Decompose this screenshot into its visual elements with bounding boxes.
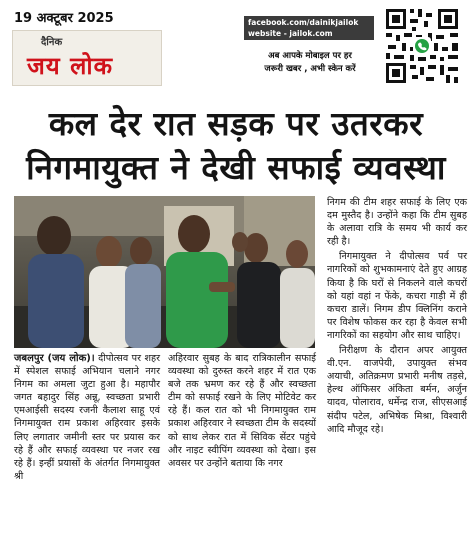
masthead xyxy=(0,0,472,92)
qr-code-icon[interactable] xyxy=(383,6,461,86)
headline-block xyxy=(0,92,472,190)
article-paragraph-3a: निगम की टीम शहर सफाई के लिए एक दम मुस्तैद है। उन्होंने कहा कि टीम सुबह के अलावा रात्रि के समय भी कार्य कर रही है। xyxy=(327,197,467,248)
headline-line2: निगमायुक्त ने देखी सफाई व्यवस्था xyxy=(26,148,446,187)
headline-line1: कल देर रात सड़क पर उतरकर xyxy=(48,104,424,143)
scan-prompt-line2: जरूरी खबर , अभी स्केन करें xyxy=(264,64,356,74)
scan-prompt xyxy=(240,50,380,76)
article-column-2 xyxy=(168,352,316,470)
article-column-1 xyxy=(14,352,160,483)
website-link[interactable]: website - jailok.com xyxy=(248,29,333,38)
article-paragraph-3b: निगमायुक्त ने दीपोत्सव पर्व पर नागरिकों को शुभकामनाएं देते हुए आग्रह किया है कि घरों से निकलने वाले कचरों को यहां वहां न फेंके, कचरा गाड़ी में ही कचरा डालें। निगम डीप क्लिनिंग कराने पर विशेष फोकस कर रहा है केवल सभी नागरिकों का सहयोग और साथ चाहिए। xyxy=(327,251,467,341)
article-text-col2: अहिरवार सुबह के बाद रात्रिकालीन सफाई व्यवस्था को दुरुस्त करने शहर में रात एक बजे तक भ्रमण कर रहे हैं और स्वच्छता टीम को सफाई रखने के लिए मोटिवेट कर रहे हैं। कल रात को भी निगमायुक्त राम प्रकाश अहिरवार ने स्वच्छता टीम के सदस्यों को साथ लेकर रात में सिविक सेंटर पहुंचे और नाइट स्वीपिंग व्यवस्था को देखा। इस अवसर पर उन्होंने बताया कि नगर xyxy=(168,353,316,469)
logo-title: जय लोक xyxy=(27,51,114,80)
newspaper-logo xyxy=(12,30,162,86)
facebook-link[interactable]: facebook.com/dainikjailok xyxy=(248,18,359,27)
logo-prefix: दैनिक xyxy=(41,37,63,48)
issue-date: 19 अक्टूबर 2025 xyxy=(14,11,114,26)
news-photo-icon xyxy=(14,196,315,348)
social-links-box xyxy=(244,16,374,40)
article-dateline: जबलपुर (जय लोक)। xyxy=(14,353,95,364)
article-paragraph-3c: निरीक्षण के दौरान अपर आयुक्त वी.एन. वाजपेयी, उपायुक्त संभव अयाची, अतिक्रमण प्रभारी मनीष तड़से, हेल्थ ऑफिसर अंकिता बर्मन, अर्जुन यादव, पोलाराव, धर्मेन्द्र राज, सीएसआई संदीप पटेल, अभिषेक मिश्रा, विश्वारी आदि मौजूद रहे। xyxy=(327,345,467,435)
article-text-col1: दीपोत्सव पर शहर में स्पेशल सफाई अभियान चलाने नगर निगम का अमला जुटा हुआ है। महापौर जगत बहादुर सिंह अन्नू, स्वच्छता प्रभारी एमआईसी सदस्य रजनी कैलाश साहू एवं निगमायुक्त राम प्रकाश अहिरवार इसके लिए लगातार जमीनी स्तर पर प्रयास कर रहे हैं और सफाई व्यवस्था पर नजर रख रहे हैं। इन्हीं प्रयासों के अंतर्गत निगमायुक्त श्री xyxy=(14,353,160,482)
article-column-3 xyxy=(327,196,467,438)
scan-prompt-line1: अब आपके मोबाइल पर हर xyxy=(268,51,352,61)
